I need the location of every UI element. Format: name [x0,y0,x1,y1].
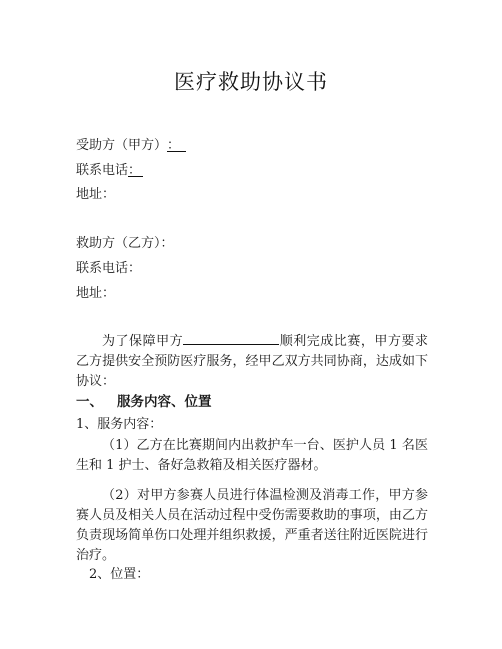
event-name-blank [183,330,279,345]
item-1: 1、服务内容： [76,417,163,432]
item-1-1: （1）乙方在比赛期间内出救护车一台、医护人员 1 名医生和 1 护士、备好急救箱及相关医疗器材。 [76,438,428,473]
party-a-line [76,137,186,154]
intro-after: 顺利完成比赛，甲方要求乙方提供安全预防医疗服务，经甲乙双方共同协商，达成如下协议： [76,334,428,389]
contact-b-line: 联系电话： [76,261,142,276]
item-2: 2、位置： [89,567,150,582]
intro-before: 为了保障甲方 [102,334,184,349]
contact-a-blank: ： [128,163,142,178]
intro-paragraph [76,330,428,392]
section-1-heading [76,390,212,410]
address-b-line: 地址： [76,286,116,301]
section-1-title: 服务内容、位置 [117,394,212,410]
document-title: 医疗救助协议书 [174,70,328,94]
party-a-label: 受助方（甲方） [76,138,168,153]
party-a-blank: ： [167,137,186,152]
contact-a-label: 联系电话 [76,163,129,178]
address-a-line: 地址： [76,187,116,202]
section-1-number: 一、 [76,394,103,410]
party-b-line: 救助方（乙方）： [76,236,174,251]
item-1-2: （2）对甲方参赛人员进行体温检测及消毒工作，甲方参赛人员及相关人员在活动过程中受伤需要救助的事项，由乙方负责现场简单伤口处理并组织救援，严重者送往附近医院进行治疗。 [76,488,428,563]
contact-a-line [76,162,143,179]
